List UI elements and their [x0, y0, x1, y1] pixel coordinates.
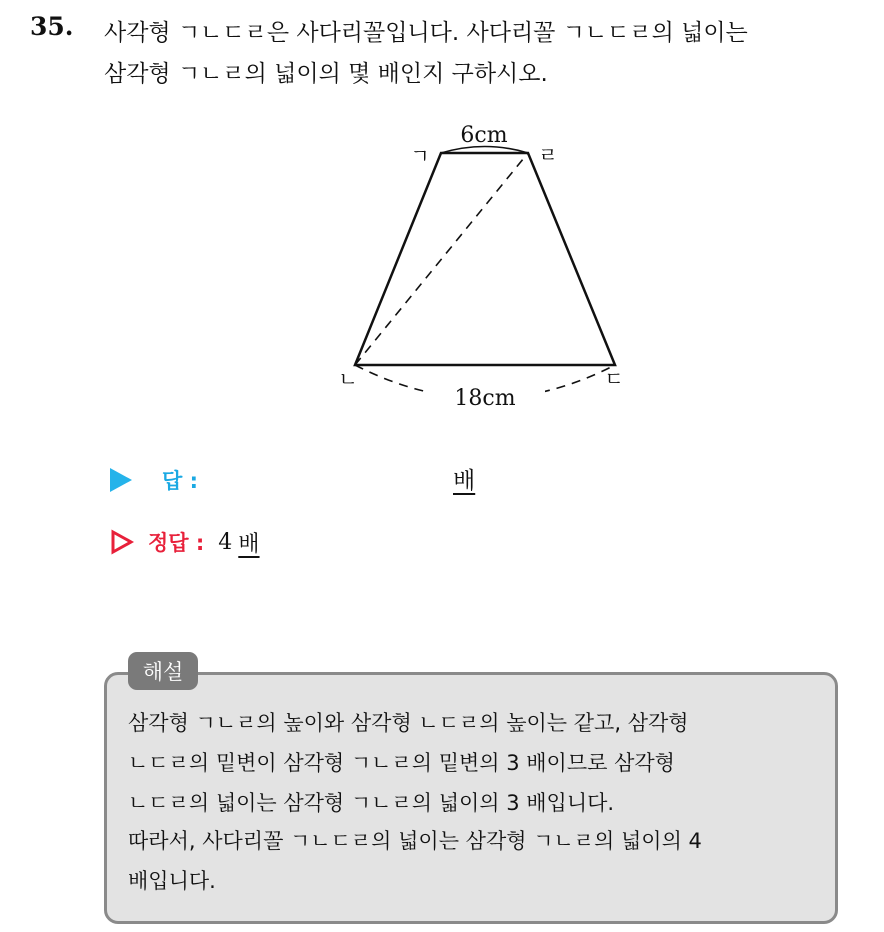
solution-value: 4: [218, 529, 233, 555]
solution-row: [110, 524, 260, 560]
answer-unit: 배: [453, 468, 476, 494]
trapezoid-shape: [355, 153, 615, 365]
solution-label: 정답 :: [148, 531, 205, 555]
question-text-line-1: 사각형 ㄱㄴㄷㄹ은 사다리꼴입니다. 사다리꼴 ㄱㄴㄷㄹ의 넓이는: [104, 20, 748, 46]
vertex-b-label: ㄴ: [338, 367, 358, 391]
explanation-tag: 해설: [128, 652, 198, 690]
vertex-c-label: ㄷ: [604, 367, 624, 391]
solution-arrow-icon: [110, 529, 134, 555]
bottom-length-label: 18cm: [454, 386, 516, 411]
explanation-line: ㄴㄷㄹ의 밑변이 삼각형 ㄱㄴㄹ의 밑변의 3 배이므로 삼각형: [128, 751, 675, 775]
question-text-line-2: 삼각형 ㄱㄴㄹ의 넓이의 몇 배인지 구하시오.: [104, 61, 548, 87]
diagonal-line: [355, 153, 528, 365]
question-number: 35.: [30, 12, 74, 41]
vertex-a-label: ㄱ: [410, 144, 430, 168]
explanation-line: ㄴㄷㄹ의 넓이는 삼각형 ㄱㄴㄹ의 넓이의 3 배입니다.: [128, 791, 615, 815]
answer-row: [110, 462, 198, 498]
top-length-label: 6cm: [460, 123, 508, 148]
explanation-line: 삼각형 ㄱㄴㄹ의 높이와 삼각형 ㄴㄷㄹ의 높이는 같고, 삼각형: [128, 711, 689, 735]
explanation-line: 따라서, 사다리꼴 ㄱㄴㄷㄹ의 넓이는 삼각형 ㄱㄴㄹ의 넓이의 4: [128, 829, 702, 853]
answer-arrow-icon: [110, 468, 132, 492]
explanation-line: 배입니다.: [128, 869, 216, 893]
vertex-d-label: ㄹ: [538, 143, 558, 167]
answer-label: 답 :: [162, 469, 198, 493]
solution-unit: 배: [238, 531, 260, 557]
